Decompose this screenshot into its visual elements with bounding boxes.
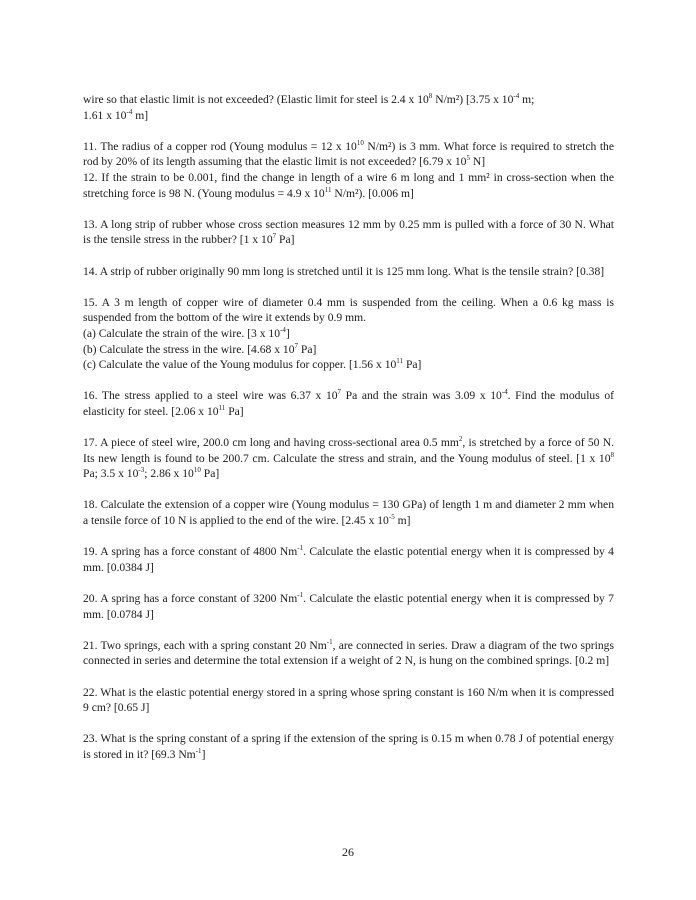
question-q13 (83, 217, 614, 248)
text-run: 1.61 x 10 (83, 108, 127, 122)
text-line (83, 388, 614, 419)
text-run: 16. The stress applied to a steel wire was 6.37 x 10 (83, 389, 338, 403)
text-run: Pa; 3.5 x 10 (83, 467, 139, 481)
text-run: N/m²) [3.75 x 10 (432, 93, 514, 106)
text-line (83, 139, 614, 170)
superscript: 7 (337, 388, 342, 397)
text-run: N/m²) is 3 mm. What force is required to stretch the rod by 20% of its length assuming that the elastic limit is not exceeded? [6.79 x 10 (83, 139, 615, 169)
superscript: 8 (610, 450, 614, 459)
superscript: -4 (513, 92, 520, 100)
superscript: -1 (297, 544, 304, 553)
text-run: 18. Calculate the extension of a copper wire (Young modulus = 130 GPa) of length 1 m and diameter 2 mm when a tensile force of 10 N is applied to the end of the wire. [2.45 x 10 (83, 498, 614, 528)
text-run: , is stretched by a force of 50 N. Its new length is found to be 200.7 cm. Calculate the stress and strain, and the Young modulus of steel. [1 x 10 (83, 436, 614, 465)
page-number: 26 (342, 845, 354, 859)
text-run: Pa] (225, 404, 244, 418)
question-q19 (83, 544, 614, 575)
superscript: 5 (466, 154, 470, 163)
question-q15 (83, 295, 614, 373)
text-run: ] (285, 326, 290, 340)
text-run: . Find the modulus of elasticity for steel. [2.06 x 10 (83, 389, 614, 418)
text-run: m] (132, 108, 149, 122)
superscript: 8 (428, 92, 433, 100)
question-q12 (83, 170, 614, 201)
superscript: 11 (396, 357, 404, 366)
question-q20 (83, 591, 614, 622)
superscript: 11 (218, 403, 226, 412)
text-run: 21. Two springs, each with a spring constant 20 Nm (83, 638, 327, 652)
text-line (83, 326, 614, 342)
text-line (83, 731, 614, 762)
text-line (83, 591, 614, 622)
superscript: -1 (195, 746, 202, 755)
question-q22 (83, 685, 614, 716)
text-run: Pa] (298, 342, 317, 356)
text-run: m; (519, 93, 535, 106)
text-run: wire so that elastic limit is not exceeded? (Elastic limit for steel is 2.4 x 10 (83, 93, 429, 106)
superscript: 2 (458, 435, 463, 444)
text-line (83, 685, 614, 716)
superscript: 10 (356, 138, 364, 147)
text-run: 12. If the strain to be 0.001, find the change in length of a wire 6 m long and 1 mm² in cross-section when the stretching force is 98 N. (Young modulus = 4.9 x 10 (83, 170, 614, 200)
text-line (83, 170, 614, 201)
superscript: -3 (138, 466, 145, 475)
text-line (83, 497, 614, 528)
text-run: Pa and the strain was 3.09 x 10 (341, 389, 502, 403)
text-run: 17. A piece of steel wire, 200.0 cm long and having cross-sectional area 0.5 mm (83, 436, 459, 450)
text-line (83, 108, 614, 124)
superscript: -1 (326, 637, 333, 646)
superscript: 7 (294, 341, 299, 350)
question-q17 (83, 435, 614, 482)
superscript: 7 (272, 232, 277, 241)
text-run: N/m²). [0.006 m] (331, 186, 414, 200)
text-line (83, 435, 614, 482)
text-line (83, 295, 614, 326)
superscript: -4 (126, 107, 133, 116)
superscript: -4 (280, 325, 286, 334)
text-run: 23. What is the spring constant of a spring if the extension of the spring is 0.15 m when 0.78 J of potential energy is stored in it? [69.3 Nm (83, 732, 614, 761)
question-q21 (83, 638, 614, 669)
superscript: -5 (388, 513, 395, 522)
superscript: 10 (193, 466, 201, 475)
text-line (83, 92, 614, 108)
text-run: 13. A long strip of rubber whose cross section measures 12 mm by 0.25 mm is pulled with a force of 30 N. What is the tensile stress in the rubber? [1 x 10 (83, 217, 614, 247)
text-run: Pa] (403, 358, 422, 372)
text-run: ] (201, 747, 206, 761)
text-run: ; 2.86 x 10 (144, 467, 194, 481)
text-line (83, 544, 614, 575)
text-line (83, 638, 614, 669)
text-run: (c) Calculate the value of the Young modulus for copper. [1.56 x 10 (83, 358, 397, 372)
text-line (83, 342, 614, 358)
text-run: 15. A 3 m length of copper wire of diameter 0.4 mm is suspended from the ceiling. When a 0.6 kg mass is suspended from the bottom of the wire it extends by 0.9 mm. (83, 295, 614, 325)
question-q16 (83, 388, 614, 419)
text-run: . Calculate the elastic potential energy when it is compressed by 4 mm. [0.0384 J] (83, 545, 614, 574)
document-page (83, 92, 614, 778)
question-q11 (83, 139, 614, 170)
text-run: m] (394, 514, 411, 528)
text-run: 20. A spring has a force constant of 3200 Nm (83, 592, 298, 605)
question-q10-tail (83, 92, 614, 123)
superscript: -1 (297, 591, 304, 599)
text-run: Pa] (200, 467, 220, 481)
text-run: , are connected in series. Draw a diagram of the two springs connected in series and determine the total extension if a weight of 2 N, is hung on the combined springs. [0.2 m] (83, 638, 614, 668)
text-run: 19. A spring has a force constant of 4800 Nm (83, 545, 298, 559)
text-run: Pa] (276, 233, 295, 247)
text-run: 11. The radius of a copper rod (Young modulus = 12 x 10 (83, 139, 357, 153)
text-line (83, 217, 614, 248)
text-run: . Calculate the elastic potential energy when it is compressed by 7 mm. [0.0784 J] (83, 592, 614, 621)
superscript: -4 (501, 388, 508, 397)
text-run: N] (469, 155, 486, 169)
superscript: 11 (324, 185, 332, 194)
question-q14 (83, 264, 614, 280)
question-q18 (83, 497, 614, 528)
text-run: 14. A strip of rubber originally 90 mm long is stretched until it is 125 mm long. What is the tensile strain? [0.38] (83, 264, 605, 278)
text-run: 22. What is the elastic potential energy stored in a spring whose spring constant is 160 N/m when it is compressed 9 cm? [0.65 J] (83, 685, 614, 715)
question-q23 (83, 731, 614, 762)
text-line (83, 357, 614, 373)
text-run: (a) Calculate the strain of the wire. [3 x 10 (83, 326, 281, 340)
text-line (83, 264, 614, 280)
text-run: (b) Calculate the stress in the wire. [4.68 x 10 (83, 342, 295, 356)
